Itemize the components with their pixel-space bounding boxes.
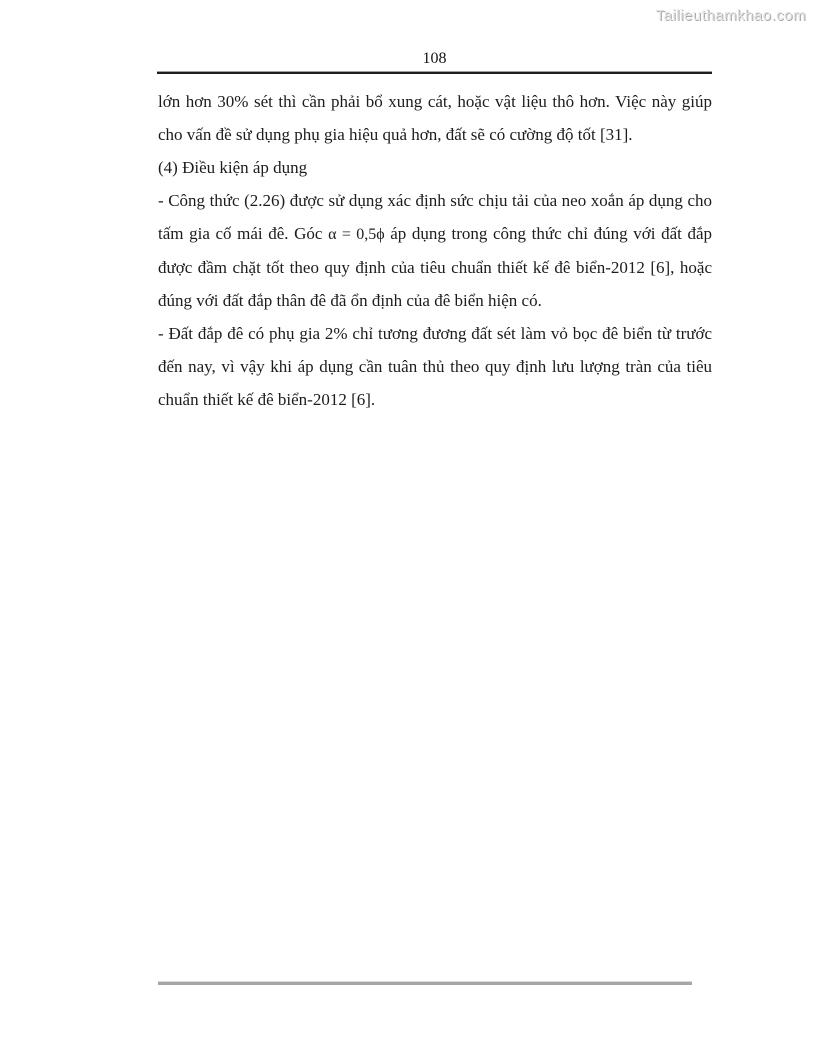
paragraph-intro: lớn hơn 30% sét thì cần phải bổ xung cát, hoặc vật liệu thô hơn. Việc này giúp cho vấn đề sử dụng phụ gia hiệu quả hơn, đất sẽ có cường độ tốt [31]. [158,92,712,144]
footer-rule [158,981,692,985]
formula-text-after: áp dụng trong công thức chỉ đúng với đất đắp được đầm chặt tốt theo quy định của tiêu chuẩn thiết kế đê biển-2012 [6], hoặc đúng với đất đắp thân đê đã ổn định của đê biển hiện có. [158,224,712,310]
paragraph-soil: - Đất đắp đê có phụ gia 2% chỉ tương đương đất sét làm vỏ bọc đê biển từ trước đến nay, vì vậy khi áp dụng cần tuân thủ theo quy định lưu lượng tràn của tiêu chuẩn thiết kế đê biển-2012 [6]. [158,324,712,409]
paragraph-conditions-heading: (4) Điều kiện áp dụng [158,158,308,177]
site-watermark: Tailieuthamkhao.com [655,7,806,24]
page-number: 108 [422,50,447,67]
inline-formula: α = 0,5ϕ [328,226,385,243]
formula-text-before: - Công thức (2.26) được sử dụng xác định sức chịu tải của neo xoắn áp dụng cho tấm gia cố mái đê. Góc [158,191,712,243]
document-body [158,85,712,416]
header-rule [157,71,712,74]
paragraph-formula [158,184,712,317]
